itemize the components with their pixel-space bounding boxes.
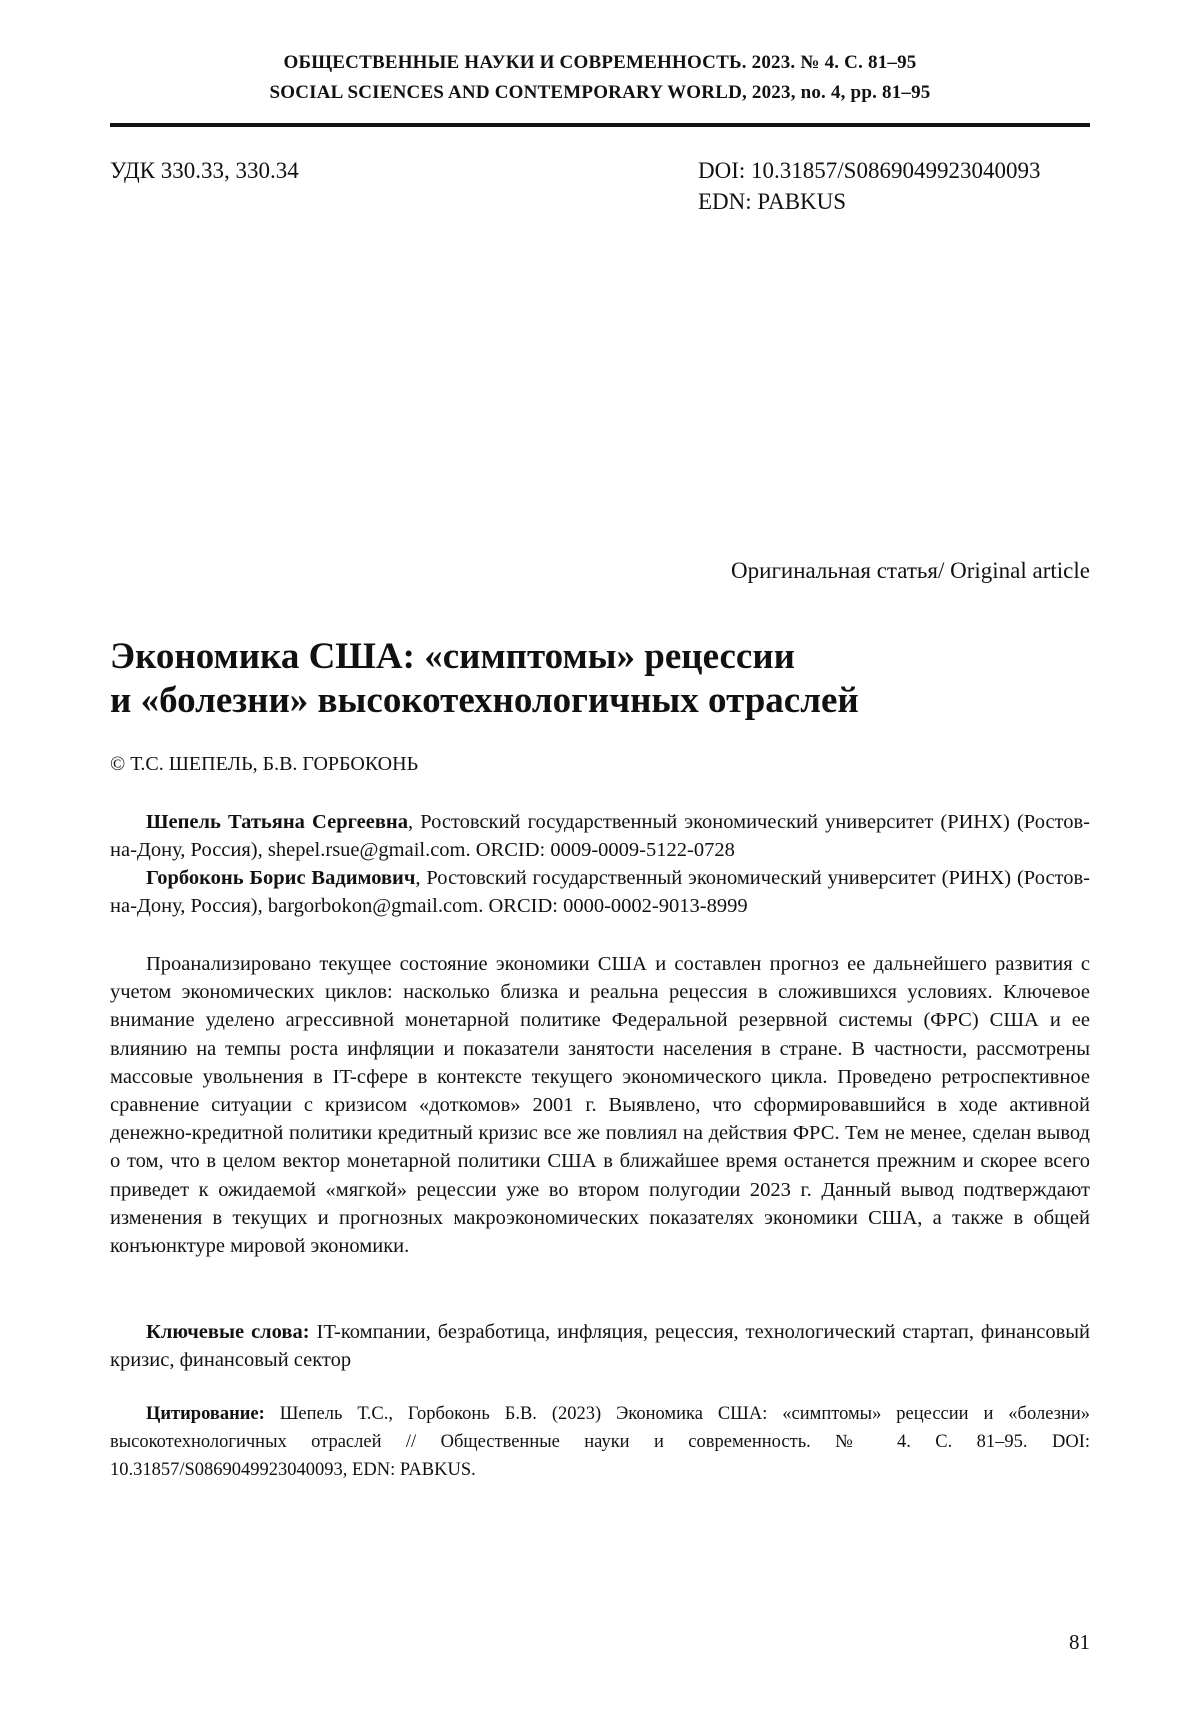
citation-label: Цитирование: (146, 1404, 265, 1424)
author-name: Шепель Татьяна Сергеевна (146, 811, 408, 833)
page-number: 81 (1069, 1630, 1090, 1654)
author-entry (110, 808, 1090, 864)
udk-code: УДК 330.33, 330.34 (110, 158, 299, 183)
author-name: Горбоконь Борис Вадимович (146, 867, 416, 889)
citation-text: Шепель Т.С., Горбоконь Б.В. (2023) Экономика США: «симптомы» рецессии и «болезни» высокотехнологичных отраслей // Общественные науки и современность. № 4. С. 81–95. DOI: 10.31857/S0869049923040093, EDN: PABKUS. (110, 1404, 1090, 1480)
article-title-line-2: и «болезни» высокотехнологичных отраслей (110, 680, 859, 721)
article-title-line-1: Экономика США: «симптомы» рецессии (110, 636, 795, 677)
journal-header-ru: ОБЩЕСТВЕННЫЕ НАУКИ И СОВРЕМЕННОСТЬ. 2023. № 4. С. 81–95 (283, 52, 917, 73)
article-type: Оригинальная статья/ Original article (731, 558, 1090, 583)
keywords-text: IT-компании, безработица, инфляция, рецессия, технологический стартап, финансовый кризис, финансовый сектор (110, 1321, 1090, 1371)
article-title (110, 635, 1090, 723)
author-affiliation: , Ростовский государственный экономический университет (РИНХ) (Ростов-на-Дону, Россия), bargorbokon@gmail.com. ORCID: 0000-0002-9013-8999 (110, 867, 1090, 917)
header-divider (110, 123, 1090, 127)
journal-header (110, 48, 1090, 108)
author-list (110, 808, 1090, 920)
abstract: Проанализировано текущее состояние экономики США и составлен прогноз ее дальнейшего развития с учетом экономических циклов: насколько близка и реальна рецессия в сложившихся условиях. Ключевое внимание уделено агрессивной монетарной политике Федеральной резервной системы (ФРС) США и ее влиянию на темпы роста инфляции и показатели занятости населения в стране. В частности, рассмотрены массовые увольнения в IT-сфере в контексте текущего экономического цикла. Проведено ретроспективное сравнение ситуации с кризисом «доткомов» 2001 г. Выявлено, что сформировавшийся в ходе активной денежно-кредитной политики кредитный кризис все же повлиял на действия ФРС. Тем не менее, сделан вывод о том, что в целом вектор монетарной политики США в ближайшее время останется прежним и скорее всего приведет к ожидаемой «мягкой» рецессии уже во втором полугодии 2023 г. Данный вывод подтверждают изменения в текущих и прогнозных макроэкономических показателях экономики США, а также в общей конъюнктуре мировой экономики. (110, 953, 1090, 1258)
copyright-authors: © Т.С. ШЕПЕЛЬ, Б.В. ГОРБОКОНЬ (110, 753, 419, 775)
journal-header-en: SOCIAL SCIENCES AND CONTEMPORARY WORLD, 2023, no. 4, pp. 81–95 (269, 82, 931, 103)
udk-block (110, 155, 299, 186)
identifiers-block (698, 155, 1040, 217)
doi: DOI: 10.31857/S0869049923040093 (698, 158, 1041, 183)
author-entry (110, 864, 1090, 920)
edn: EDN: PABKUS (698, 189, 847, 214)
keywords-label: Ключевые слова: (146, 1321, 310, 1343)
author-affiliation: , Ростовский государственный экономический университет (РИНХ) (Ростов-на-Дону, Россия), shepel.rsue@gmail.com. ORCID: 0009-0009-5122-0728 (110, 811, 1090, 861)
citation (110, 1400, 1090, 1484)
keywords (110, 1318, 1090, 1374)
